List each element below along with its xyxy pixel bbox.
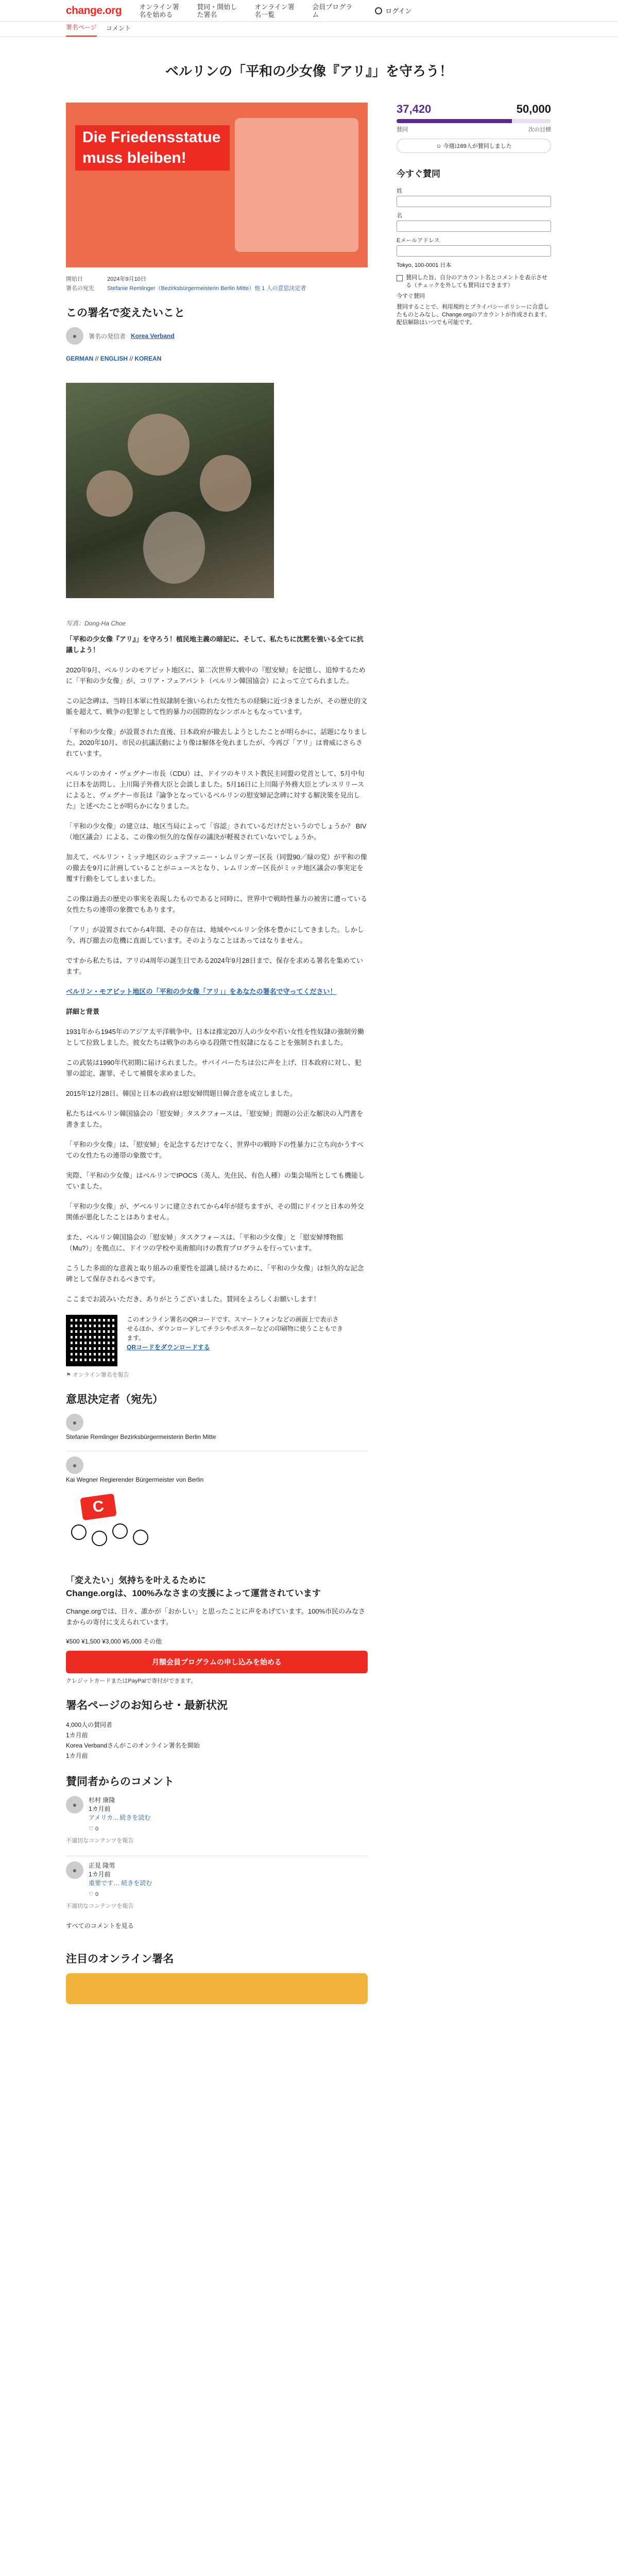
photo-caption: 写真：Dong-Ha Choe <box>66 620 126 627</box>
login-button[interactable] <box>375 6 411 15</box>
support-note: クレジットカードまたはPayPalで寄付ができます。 <box>66 1678 197 1684</box>
starter-label: 署名の発信者 <box>89 332 126 340</box>
last-name-field[interactable] <box>397 221 551 232</box>
featured-petition-card[interactable] <box>66 1973 368 2004</box>
started-value: 2024年9月10日 <box>107 276 146 282</box>
qr-code <box>66 1315 117 1366</box>
terms-text: 賛同することで、利用規約とプライバシーポリシーに合意したものとみなし、Change.orgのアカウントが作成されます。配信解除はいつでも可能です。 <box>397 304 551 326</box>
comment-author: 杉村 康隆 <box>89 1797 115 1804</box>
body-p3: 「平和の少女像」が設置された直後、日本政府が撤去しようとしたことが明らかに、話題になりました。2020年10月、市民の抗議活動により像は解体を免れましたが、今再び「アリ」は脅威にさらされています。 <box>66 728 368 757</box>
decision-maker-1[interactable]: Stefanie Remlinger Bezirksbürgermeisterin Berlin Mitte <box>66 1433 216 1440</box>
updates-list <box>66 1720 368 1761</box>
goal-label: 次の目標 <box>528 127 551 133</box>
top-nav <box>0 0 618 22</box>
comment-text[interactable]: アメリカ... 続きを読む <box>89 1814 151 1821</box>
comment <box>66 1796 368 1822</box>
first-name-label: 姓 <box>397 188 402 194</box>
avatar: ● <box>66 1861 83 1879</box>
body-p2: この記念碑は、当時日本軍に性奴隷制を強いられた女性たちの経験に近づきましたが、その歴史的文脈を超えて、戦争の犯罪として性的暴力の国際的なシンボルともなっています。 <box>66 697 368 716</box>
lang-korean[interactable]: KOREAN <box>134 355 162 362</box>
page-title: ベルリンの「平和の少女像『アリ』」を守ろう！ <box>165 63 453 79</box>
avatar: ● <box>66 1414 83 1431</box>
comments-heading: 賛同者からのコメント <box>66 1776 174 1788</box>
tab-comments[interactable]: コメント <box>106 25 131 32</box>
hero-text: Die Friedensstatue muss bleiben! <box>75 125 230 171</box>
today-badge <box>397 139 551 153</box>
body-p21: ここまでお読みいただき、ありがとうございました。賛同をよろしくお願いします！ <box>66 1295 320 1303</box>
decision-maker <box>66 1414 368 1440</box>
body-p18: 「平和の少女像」が、ゲベルリンに建立されてから4年が経ちますが、その間にドイツと日本の外交関係が悪化したことはありません。 <box>66 1202 364 1221</box>
update-time: 1カ月前 <box>66 1752 88 1759</box>
email-field[interactable] <box>397 245 551 257</box>
report-comment[interactable]: 不適切なコンテンツを報告 <box>66 1903 134 1909</box>
body-p4: ベルリンのカイ・ヴェグナー市長（CDU）は、ドイツのキリスト教民主同盟の党首として、5月中旬に日本を訪問し、上川陽子外務大臣と会談しました。5月16日に上川陽子外務大臣とプレスリリースによると、ヴェグナー市長は『論争となっているベルリンの慰安婦記念碑に対する解決策を見出した』と述べたことが明らかになりました。 <box>66 770 365 810</box>
change-heading: この署名で変えたいこと <box>66 307 185 319</box>
support-heading: 「変えたい」気持ちを叶えるために Change.orgは、100%みなさまの支援によって運営されています <box>66 1575 321 1598</box>
featured-heading: 注目のオンライン署名 <box>66 1953 174 1965</box>
comment-time: 1カ月前 <box>89 1871 111 1878</box>
email-label: Eメールアドレス <box>397 238 440 244</box>
nav-browse[interactable]: オンライン署名一覧 <box>254 3 295 19</box>
avatar: ● <box>66 1796 83 1814</box>
body-p19: また、ベルリン韓国協会の「慰安婦」タスクフォースは、「平和の少女像」と「慰安婦博物館（Mu?）」を拠点に、ドイツの学校や美術館向けの教育プログラムを行っています。 <box>66 1233 344 1252</box>
support-button[interactable]: 月額会員プログラムの申し込みを始める <box>66 1651 368 1673</box>
page-tabs <box>0 22 618 37</box>
login-label: ログイン <box>385 7 412 15</box>
starter-link[interactable]: Korea Verband <box>131 332 175 340</box>
last-name-label: 名 <box>397 213 402 219</box>
user-icon <box>375 7 382 14</box>
heart-icon[interactable]: ♡ <box>89 1826 94 1832</box>
sign-button[interactable]: 今すぐ賛同 <box>397 293 425 299</box>
nav-my-petitions[interactable]: 賛同・開始した署名 <box>197 3 237 19</box>
body-p8: 「アリ」が設置されてから4年間、その存在は、地域やベルリン全体を豊かにしてきました。しかし今、再び撤去の危機に直面しています。そのようなことはあってはなりません。 <box>66 926 364 944</box>
update-time: 1カ月前 <box>66 1732 88 1739</box>
comment-text[interactable]: 重要です… 続きを読む <box>89 1879 152 1887</box>
started-label: 開始日 <box>66 276 83 282</box>
flag-icon: ⚑ <box>66 1372 71 1378</box>
body-p13: この武装は1990年代初期に届けられました。サバイバーたちは公に声を上げ、日本政府に対し、犯罪の認定、謝罪、そして補償を求めました。 <box>66 1059 362 1077</box>
body-p11: 詳細と背景 <box>66 1008 100 1015</box>
body-p5: 「平和の少女像」の建立は、地区当局によって「容認」されているだけだというのでしょうか？ BIV（地区議会）による、この像の恒久的な保存の議決が軽視されていないでしょうか。 <box>66 822 367 841</box>
starter <box>66 327 368 345</box>
body-p9: ですから私たちは、アリの4周年の誕生日である2024年9月28日まで、保存を求める署名を集めています。 <box>66 957 364 975</box>
comment-time: 1カ月前 <box>89 1805 111 1812</box>
decision-maker <box>66 1456 368 1483</box>
signature-goal: 50,000 <box>516 103 551 115</box>
nav-membership[interactable]: 会員プログラム <box>312 3 353 19</box>
sign-panel <box>397 103 551 330</box>
nav-start-petition[interactable]: オンライン署名を始める <box>139 3 179 19</box>
signature-count: 37,420 <box>397 103 432 115</box>
update-item: 4,000人の賛同者 <box>66 1721 113 1728</box>
body-p12: 1931年から1945年のアジア太平洋戦争中、日本は推定20万人の少女や若い女性を性奴隷の強制労働として拉致しました。彼女たちは戦争のあらゆる段階で性奴隷になることを強制されました。 <box>66 1028 364 1046</box>
body-p7: この像は過去の歴史の事実を表現したものであると同時に、世界中で戦時性暴力の被害に遭っている女性たちの連帯の象徴でもあります。 <box>66 895 368 913</box>
avatar: ● <box>66 1456 83 1474</box>
body-p17: 実際、「平和の少女像」はベルリンでIPOCS（英人、先住民、有色人種）の集会場所としても機能していました。 <box>66 1172 365 1190</box>
amount-options[interactable]: ¥500 ¥1,500 ¥3,000 ¥5,000 その他 <box>66 1638 162 1645</box>
body-p0: 「平和の少女像『アリ』」を守ろう！植民地主義の暗記に、そして、私たちに沈黙を強いる全てに抗議しよう！ <box>66 635 364 654</box>
logo[interactable]: change.org <box>66 4 122 16</box>
report-label: オンライン署名を報告 <box>72 1372 129 1378</box>
support-illustration <box>66 1494 153 1561</box>
display-checkbox-label: 賛同した旨、自分のアカウント名とコメントを表示させる（チェックを外しても賛同はできます） <box>406 275 547 289</box>
display-checkbox[interactable] <box>397 275 403 281</box>
body-p1: 2020年9月、ベルリンのモアビット地区に、第二次世界大戦中の『慰安婦』を記憶し、追悼するために「平和の少女像」が、コリア・フェアバント（ベルリン韓国協会）によって立てられました。 <box>66 666 366 685</box>
qr-text: このオンライン署名のQRコードです。スマートフォンなどの画面上で表示させるほか、ダウンロードしてチラシやポスターなどの印刷物に使うこともできます。 <box>127 1316 344 1342</box>
petition-photo <box>66 383 274 598</box>
qr-section <box>66 1315 368 1366</box>
first-name-field[interactable] <box>397 196 551 207</box>
like-count: 0 <box>95 1826 99 1832</box>
location-text[interactable]: Tokyo, 100-0001 日本 <box>397 262 452 268</box>
decision-heading: 意思決定者（宛先） <box>66 1394 163 1405</box>
language-links: GERMAN // ENGLISH // KOREAN <box>66 355 162 362</box>
today-text: 今週は69人が賛同しました <box>443 143 512 149</box>
hero-image <box>66 103 368 267</box>
body-p6: 加えて、ベルリン・ミッテ地区のシュテファニー・レムリンガー区長（同盟90／緑の党）が平和の像の撤去を9月に計画していることがニュースとなり、レムリンガー区長がミッテ地区議会の事実定を覆す行動をしてしまいました。 <box>66 853 367 883</box>
comment-author: 正見 隆男 <box>89 1862 115 1869</box>
signature-progress <box>397 119 551 123</box>
body-p10[interactable]: ベルリン・モアビット地区の「平和の少女像「アリ」」をあなたの署名で守ってください！ <box>66 988 337 995</box>
statue-illustration <box>235 118 358 252</box>
recipient-label: 署名の宛先 <box>66 285 94 292</box>
sign-heading: 今すぐ賛同 <box>397 169 440 179</box>
body-p20: こうした多面的な意義と取り組みの重要性を認識し続けるために、「平和の少女像」は恒久的な記念碑として保存されるべきです。 <box>66 1264 364 1283</box>
avatar: ● <box>66 327 83 345</box>
recipient-link[interactable]: Stefanie Remlinger（Bezirksbürgermeisterin Berlin Mitte）他 1 人の意思決定者 <box>107 285 306 292</box>
update-item: Korea Verbandさんがこのオンライン署名を開始 <box>66 1742 200 1749</box>
heart-icon[interactable]: ♡ <box>89 1891 94 1897</box>
updates-heading: 署名ページのお知らせ・最新状況 <box>66 1700 228 1711</box>
report-petition-link[interactable] <box>66 1370 368 1379</box>
body-p16: 「平和の少女像」は、「慰安婦」を記念するだけでなく、世界中の戦時下の性暴力に立ち向かうすべての女性たちの連帯の象徴です。 <box>66 1141 364 1159</box>
report-comment[interactable]: 不適切なコンテンツを報告 <box>66 1838 134 1844</box>
like-count: 0 <box>95 1891 99 1897</box>
lang-english[interactable]: ENGLISH <box>100 355 128 362</box>
lang-german[interactable]: GERMAN <box>66 355 94 362</box>
support-body: Change.orgでは、日々、誰かが「おかしい」と思ったことに声をあげています。100%市民のみなさまからの寄付に支えられています。 <box>66 1607 366 1626</box>
people-icon: ☺ <box>436 143 442 149</box>
body-p14: 2015年12月28日、韓国と日本の政府は慰安婦問題日韓合意を成立しました。 <box>66 1090 297 1097</box>
count-label: 賛同 <box>397 127 408 133</box>
c-flag-icon: C <box>80 1494 116 1521</box>
qr-download-link[interactable]: QRコードをダウンロードする <box>127 1344 210 1351</box>
decision-maker-2: Kai Wegner Regierender Bürgermeister von Berlin <box>66 1476 204 1483</box>
body-p15: 私たちはベルリン韓国協会の「慰安婦」タスクフォースは、「慰安婦」問題の公正な解決の入門書を書きました。 <box>66 1110 364 1128</box>
see-all-comments[interactable]: すべてのコメントを見る <box>66 1922 134 1929</box>
comment <box>66 1861 368 1888</box>
tab-petition[interactable]: 署名ページ <box>66 23 97 37</box>
